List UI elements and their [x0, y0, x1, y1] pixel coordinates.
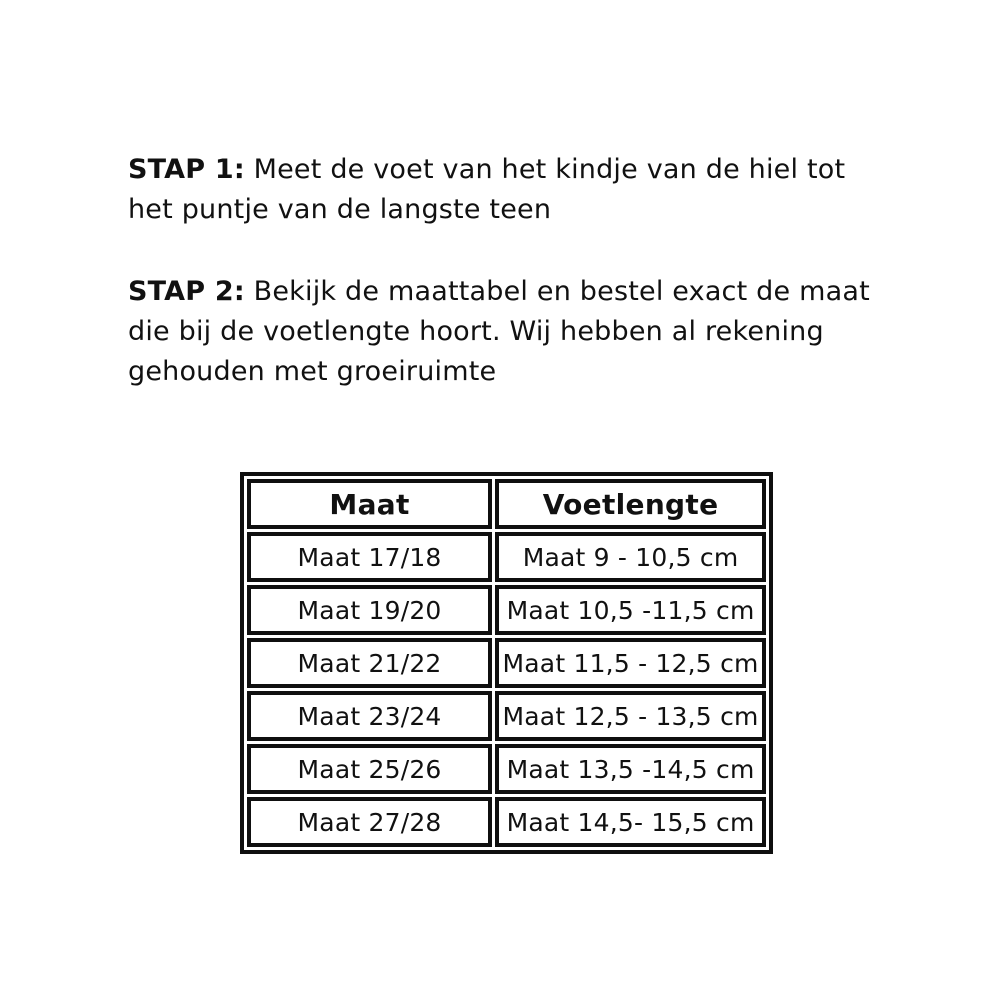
cell-voetlengte: Maat 9 - 10,5 cm: [495, 532, 766, 582]
step1-line1-text: Meet de voet van het kindje van de hiel tot: [244, 154, 846, 185]
header-cell-voetlengte: Voetlengte: [495, 479, 766, 529]
table-row: [247, 585, 766, 635]
step2-paragraph: [128, 272, 870, 392]
cell-voetlengte: Maat 11,5 - 12,5 cm: [495, 638, 766, 688]
cell-maat: Maat 23/24: [247, 691, 492, 741]
cell-maat: Maat 19/20: [247, 585, 492, 635]
step2-line1-text: Bekijk de maattabel en bestel exact de maat: [244, 276, 870, 307]
cell-maat: Maat 21/22: [247, 638, 492, 688]
size-table-header: [247, 479, 766, 529]
step1-label: STAP 1:: [128, 154, 245, 185]
table-row: [247, 797, 766, 847]
table-row: [247, 638, 766, 688]
table-row: [247, 744, 766, 794]
cell-maat: Maat 27/28: [247, 797, 492, 847]
table-row: [247, 691, 766, 741]
cell-voetlengte: Maat 10,5 -11,5 cm: [495, 585, 766, 635]
header-cell-maat: Maat: [247, 479, 492, 529]
size-table: [240, 472, 773, 854]
cell-maat: Maat 25/26: [247, 744, 492, 794]
step2-line1: [128, 272, 870, 312]
step1-paragraph: [128, 150, 845, 230]
step2-label: STAP 2:: [128, 276, 245, 307]
cell-voetlengte: Maat 13,5 -14,5 cm: [495, 744, 766, 794]
cell-voetlengte: Maat 12,5 - 13,5 cm: [495, 691, 766, 741]
step1-line2: het puntje van de langste teen: [128, 194, 552, 225]
table-row: [247, 532, 766, 582]
step2-line2: die bij de voetlengte hoort. Wij hebben al rekening: [128, 316, 824, 347]
step1-line1: [128, 150, 845, 190]
header-row: [247, 479, 766, 529]
cell-maat: Maat 17/18: [247, 532, 492, 582]
size-table-body: [247, 532, 766, 847]
cell-voetlengte: Maat 14,5- 15,5 cm: [495, 797, 766, 847]
step2-line3: gehouden met groeiruimte: [128, 356, 497, 387]
